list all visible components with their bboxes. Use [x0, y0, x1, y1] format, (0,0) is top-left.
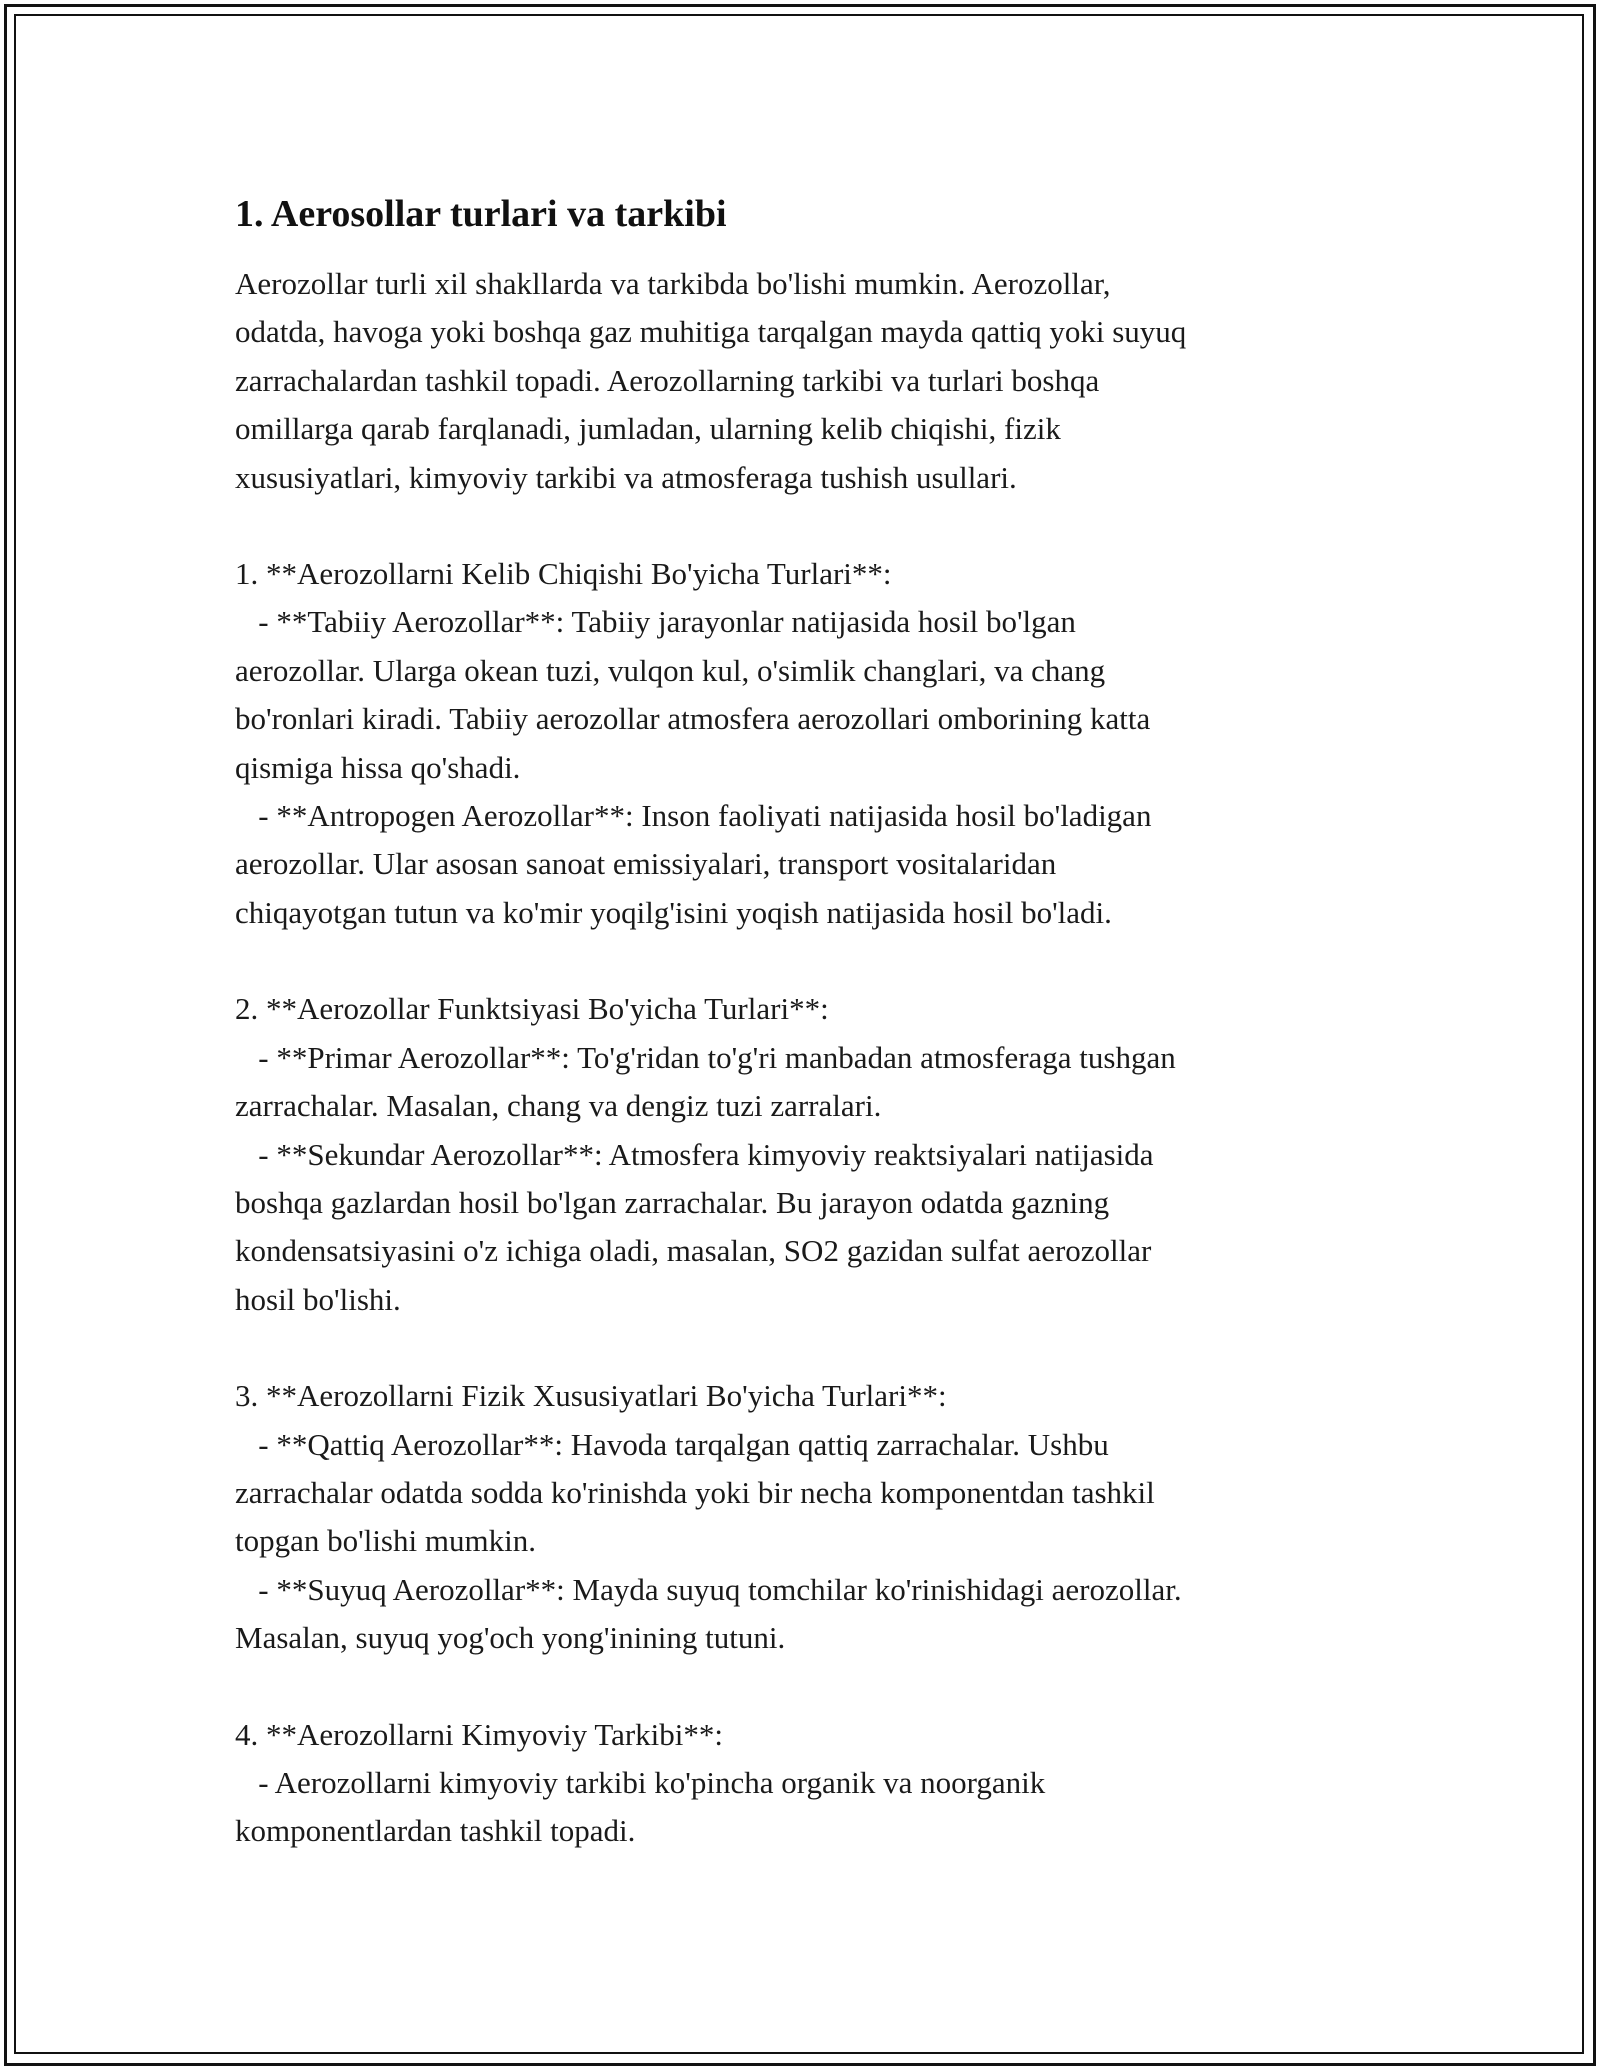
list-line: chiqayotgan tutun va ko'mir yoqilg'isini yoqish natijasida hosil bo'ladi. — [235, 894, 1112, 930]
list-section-function — [235, 985, 1385, 1324]
list-line: 4. **Aerozollarni Kimyoviy Tarkibi**: — [235, 1716, 724, 1752]
list-line: aerozollar. Ularga okean tuzi, vulqon kul, o'simlik changlari, va chang — [235, 652, 1106, 688]
list-line: hosil bo'lishi. — [235, 1281, 401, 1317]
list-line: aerozollar. Ular asosan sanoat emissiyalari, transport vositalaridan — [235, 846, 1057, 882]
list-line: kondensatsiyasini o'z ichiga oladi, masalan, SO2 gazidan sulfat aerozollar — [235, 1233, 1152, 1269]
list-line: 2. **Aerozollar Funktsiyasi Bo'yicha Turlari**: — [235, 991, 829, 1027]
list-line: - **Antropogen Aerozollar**: Inson faoliyati natijasida hosil bo'ladigan — [235, 798, 1152, 834]
list-line: qismiga hissa qo'shadi. — [235, 749, 521, 785]
list-line: zarrachalar odatda sodda ko'rinishda yoki bir necha komponentdan tashkil — [235, 1474, 1155, 1510]
intro-line: omillarga qarab farqlanadi, jumladan, ularning kelib chiqishi, fizik — [235, 411, 1061, 447]
list-line: Masalan, suyuq yog'och yong'inining tutuni. — [235, 1620, 786, 1656]
list-section-physical — [235, 1372, 1385, 1662]
intro-line: zarrachalardan tashkil topadi. Aerozollarning tarkibi va turlari boshqa — [235, 362, 1100, 398]
list-line: - **Sekundar Aerozollar**: Atmosfera kimyoviy reaktsiyalari natijasida — [235, 1136, 1154, 1172]
document-body — [235, 186, 1385, 1856]
list-line: - Aerozollarni kimyoviy tarkibi ko'pincha organik va noorganik — [235, 1764, 1046, 1800]
list-line: boshqa gazlardan hosil bo'lgan zarrachalar. Bu jarayon odatda gazning — [235, 1184, 1110, 1220]
intro-paragraph — [235, 260, 1385, 502]
intro-line: Aerozollar turli xil shakllarda va tarkibda bo'lishi mumkin. Aerozollar, — [235, 266, 1111, 301]
list-line: 1. **Aerozollarni Kelib Chiqishi Bo'yicha Turlari**: — [235, 556, 892, 592]
list-line: bo'ronlari kiradi. Tabiiy aerozollar atmosfera aerozollari omborining katta — [235, 701, 1151, 737]
list-line: zarrachalar. Masalan, chang va dengiz tuzi zarralari. — [235, 1088, 882, 1124]
list-line: komponentlardan tashkil topadi. — [235, 1813, 636, 1849]
list-section-chemical — [235, 1711, 1385, 1856]
intro-line: odatda, havoga yoki boshqa gaz muhitiga tarqalgan mayda qattiq yoki suyuq — [235, 314, 1187, 350]
list-line: - **Tabiiy Aerozollar**: Tabiiy jarayonlar natijasida hosil bo'lgan — [235, 604, 1076, 640]
list-line: topgan bo'lishi mumkin. — [235, 1523, 536, 1559]
list-line: - **Primar Aerozollar**: To'g'ridan to'g'ri manbadan atmosferaga tushgan — [235, 1039, 1176, 1075]
list-line: - **Suyuq Aerozollar**: Mayda suyuq tomchilar ko'rinishidagi aerozollar. — [235, 1571, 1182, 1607]
list-section-origin — [235, 550, 1385, 937]
section-heading: 1. Aerosollar turlari va tarkibi — [235, 193, 727, 235]
list-line: - **Qattiq Aerozollar**: Havoda tarqalgan qattiq zarrachalar. Ushbu — [235, 1426, 1109, 1462]
intro-line: xususiyatlari, kimyoviy tarkibi va atmosferaga tushish usullari. — [235, 459, 1017, 495]
list-line: 3. **Aerozollarni Fizik Xususiyatlari Bo'yicha Turlari**: — [235, 1378, 947, 1414]
